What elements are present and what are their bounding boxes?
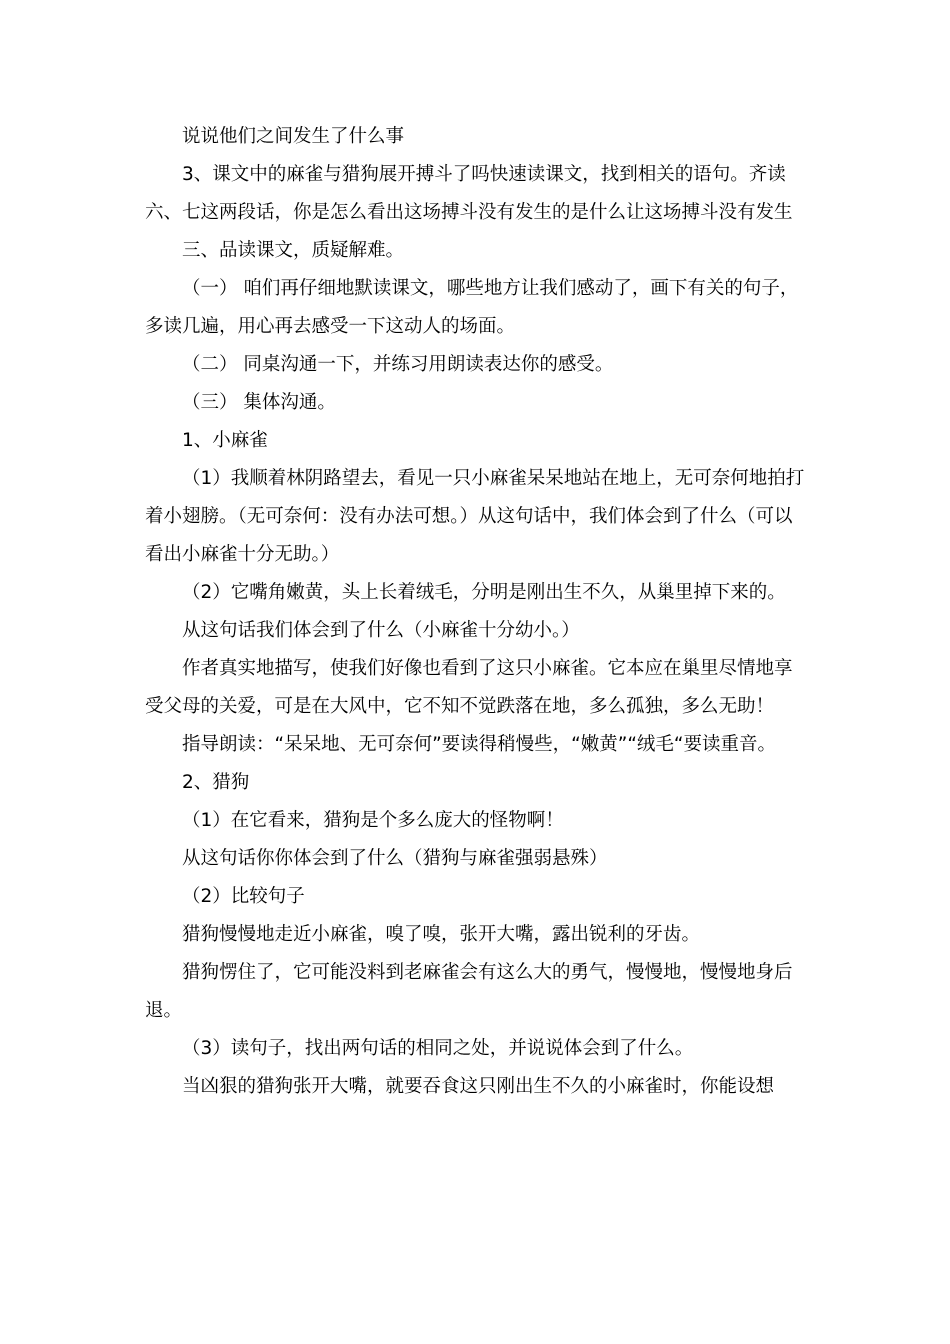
document-body bbox=[145, 118, 810, 1106]
paragraph: 指导朗读：“呆呆地、无可奈何”要读得稍慢些，“嫩黄”“绒毛“要读重音。 bbox=[182, 734, 777, 755]
paragraph: （三） 集体沟通。 bbox=[182, 392, 336, 413]
paragraph: （3）读句子，找出两句话的相同之处，并说说体会到了什么。 bbox=[182, 1038, 694, 1059]
paragraph: 作者真实地描写，使我们好像也看到了这只小麻雀。它本应在巢里尽情地享受父母的关爱，可是在大风中，它不知不觉跌落在地，多么孤独，多么无助！ bbox=[145, 658, 793, 717]
paragraph: （2）比较句子 bbox=[182, 886, 305, 907]
paragraph: 2、猎狗 bbox=[182, 772, 250, 793]
paragraph: 说说他们之间发生了什么事 bbox=[182, 126, 405, 147]
paragraph: 当凶狠的猎狗张开大嘴，就要吞食这只刚出生不久的小麻雀时，你能设想 bbox=[182, 1076, 775, 1097]
paragraph: 从这句话你你体会到了什么（猎狗与麻雀强弱悬殊） bbox=[182, 848, 608, 869]
paragraph: 猎狗愣住了，它可能没料到老麻雀会有这么大的勇气，慢慢地，慢慢地身后退。 bbox=[145, 962, 793, 1021]
paragraph: （1）我顺着林阴路望去，看见一只小麻雀呆呆地站在地上，无可奈何地拍打着小翅膀。（无可奈何：没有办法可想。）从这句话中，我们体会到了什么（可以看出小麻雀十分无助。） bbox=[145, 468, 805, 565]
paragraph: 从这句话我们体会到了什么（小麻雀十分幼小。） bbox=[182, 620, 580, 641]
paragraph: （1）在它看来，猎狗是个多么庞大的怪物啊！ bbox=[182, 810, 564, 831]
paragraph: （一） 咱们再仔细地默读课文，哪些地方让我们感动了，画下有关的句子，多读几遍，用心再去感受一下这动人的场面。 bbox=[145, 278, 799, 337]
paragraph: 三、品读课文，质疑解难。 bbox=[182, 240, 405, 261]
paragraph: 1、小麻雀 bbox=[182, 430, 268, 451]
paragraph: 猎狗慢慢地走近小麻雀，嗅了嗅，张开大嘴，露出锐利的牙齿。 bbox=[182, 924, 701, 945]
paragraph: （二） 同桌沟通一下，并练习用朗读表达你的感受。 bbox=[182, 354, 614, 375]
paragraph: 3、课文中的麻雀与猎狗展开搏斗了吗快速读课文，找到相关的语句。齐读六、七这两段话，你是怎么看出这场搏斗没有发生的是什么让这场搏斗没有发生 bbox=[145, 164, 793, 223]
paragraph: （2）它嘴角嫩黄，头上长着绒毛，分明是刚出生不久，从巢里掉下来的。 bbox=[182, 582, 786, 603]
